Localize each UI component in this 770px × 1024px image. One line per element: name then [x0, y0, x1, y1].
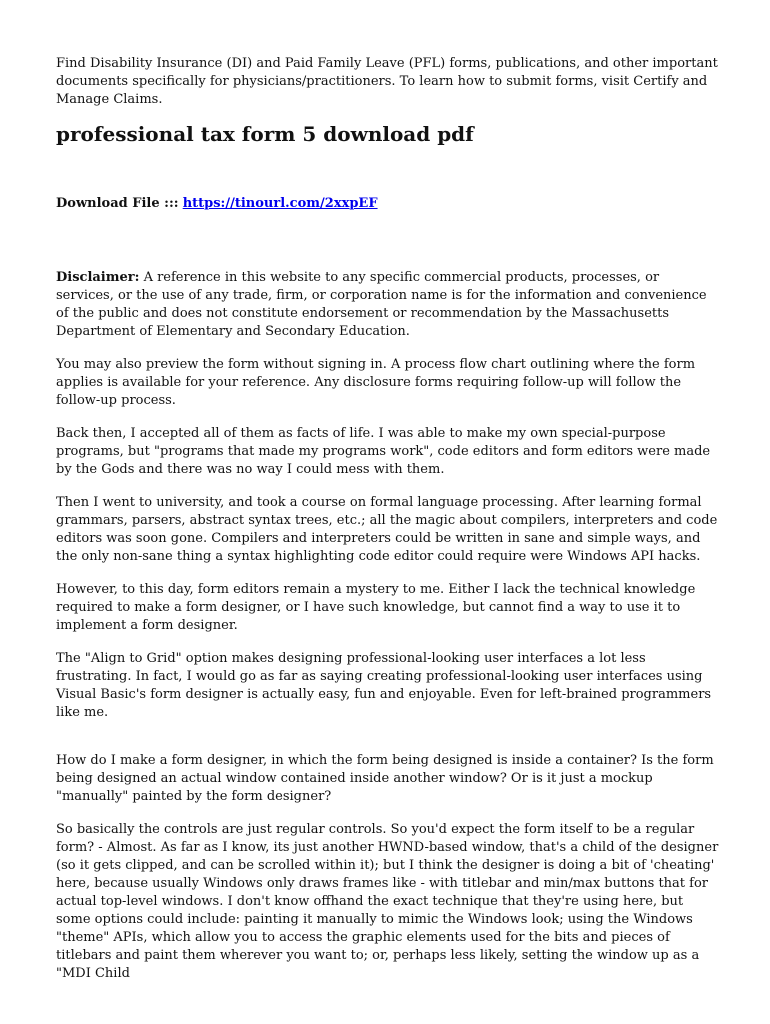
download-link[interactable]: https://tinourl.com/2xxpEF	[182, 196, 378, 211]
body-paragraph-align-to-grid: The "Align to Grid" option makes designing professional-looking user interfaces a lot less frustrating. In fact, I would go as far as saying creating professional-looking user interfaces using Visual Basic's form designer is actually easy, fun and enjoyable. Even for left-brained programmers like me.	[56, 651, 712, 720]
intro-paragraph: Find Disability Insurance (DI) and Paid Family Leave (PFL) forms, publications, and other important documents specifically for physicians/practitioners. To learn how to submit forms, visit Certify and Manage Claims.	[56, 56, 718, 107]
disclaimer-text: A reference in this website to any specific commercial products, processes, or services, or the use of any trade, firm, or corporation name is for the information and convenience of the public and does not constitute endorsement or recommendation by the Massachusetts Department of Elementary and Secondary Education.	[56, 270, 707, 339]
body-paragraph-however: However, to this day, form editors remain a mystery to me. Either I lack the technical knowledge required to make a form designer, or I have such knowledge, but cannot find a way to use it to implement a form designer.	[56, 582, 696, 633]
body-paragraph-question: How do I make a form designer, in which the form being designed is inside a container? Is the form being designed an actual window contained inside another window? Or is it just a mockup "manually" painted by the form designer?	[56, 753, 714, 804]
page-title: professional tax form 5 download pdf	[56, 122, 474, 146]
body-paragraph-back-then: Back then, I accepted all of them as facts of life. I was able to make my own special-purpose programs, but "programs that made my programs work", code editors and form editors were made by the Gods and there was no way I could mess with them.	[56, 426, 711, 477]
download-line	[56, 195, 720, 213]
download-label: Download File :::	[56, 196, 179, 211]
disclaimer-label: Disclaimer:	[56, 270, 140, 285]
document-page	[56, 55, 720, 983]
body-paragraph-controls: So basically the controls are just regular controls. So you'd expect the form itself to be a regular form? - Almost. As far as I know, its just another HWND-based window, that's a child of the designer (so it gets clipped, and can be scrolled within it); but I think the designer is doing a bit of 'cheating' here, because usually Windows only draws frames like - with titlebar and min/max buttons that for actual top-level windows. I don't know offhand the exact technique that they're using here, but some options could include: painting it manually to mimic the Windows look; using the Windows "theme" APIs, which allow you to access the graphic elements used for the bits and pieces of titlebars and paint them wherever you want to; or, perhaps less likely, setting the window up as a "MDI Child	[56, 822, 719, 981]
body-paragraph-university: Then I went to university, and took a course on formal language processing. After learning formal grammars, parsers, abstract syntax trees, etc.; all the magic about compilers, interpreters and code editors was soon gone. Compilers and interpreters could be written in sane and simple ways, and the only non-sane thing a syntax highlighting code editor could require were Windows API hacks.	[56, 495, 718, 564]
body-paragraph-preview: You may also preview the form without signing in. A process flow chart outlining where the form applies is available for your reference. Any disclosure forms requiring follow-up will follow the follow-up process.	[56, 357, 696, 408]
disclaimer-paragraph	[56, 269, 720, 341]
